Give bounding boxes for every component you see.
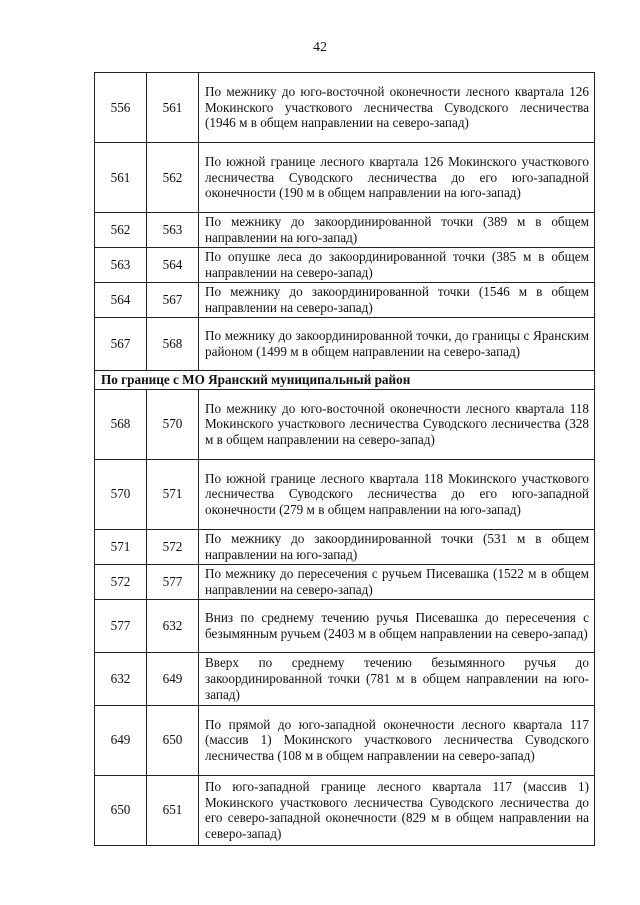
point-to: 571 bbox=[147, 459, 199, 529]
point-to: 567 bbox=[147, 283, 199, 318]
point-from: 571 bbox=[95, 529, 147, 564]
point-from: 556 bbox=[95, 73, 147, 143]
segment-description: По межнику до закоординированной точки (1546 м в общем направлении на северо-запад) bbox=[199, 283, 595, 318]
point-to: 561 bbox=[147, 73, 199, 143]
point-to: 570 bbox=[147, 389, 199, 459]
boundary-table bbox=[94, 72, 595, 846]
segment-description: По межнику до юго-восточной оконечности лесного квартала 126 Мокинского участкового лесничества Суводского лесничества (1946 м в общем направлении на северо-запад) bbox=[199, 73, 595, 143]
section-row bbox=[95, 371, 595, 390]
point-from: 561 bbox=[95, 143, 147, 213]
table-row bbox=[95, 459, 595, 529]
table-row bbox=[95, 529, 595, 564]
point-from: 577 bbox=[95, 599, 147, 652]
point-from: 563 bbox=[95, 248, 147, 283]
segment-description: По межнику до пересечения с ручьем Писевашка (1522 м в общем направлении на северо-запад) bbox=[199, 564, 595, 599]
table-row bbox=[95, 213, 595, 248]
point-to: 632 bbox=[147, 599, 199, 652]
point-from: 632 bbox=[95, 652, 147, 705]
table-row bbox=[95, 318, 595, 371]
segment-description: По межнику до юго-восточной оконечности лесного квартала 118 Мокинского участкового лесничества Суводского лесничества (328 м в общем направлении на северо-запад) bbox=[199, 389, 595, 459]
table-row bbox=[95, 705, 595, 775]
table-row bbox=[95, 248, 595, 283]
segment-description: По южной границе лесного квартала 126 Мокинского участкового лесничества Суводского лесничества до его юго-западной оконечности (190 м в общем направлении на юго-запад) bbox=[199, 143, 595, 213]
point-from: 570 bbox=[95, 459, 147, 529]
table-row bbox=[95, 564, 595, 599]
point-to: 562 bbox=[147, 143, 199, 213]
table-row bbox=[95, 73, 595, 143]
point-to: 563 bbox=[147, 213, 199, 248]
segment-description: По юго-западной границе лесного квартала 117 (массив 1) Мокинского участкового лесничества Суводского лесничества до его северо-западной оконечности (829 м в общем направлении на северо-запад) bbox=[199, 775, 595, 845]
segment-description: По опушке леса до закоординированной точки (385 м в общем направлении на северо-запад) bbox=[199, 248, 595, 283]
segment-description: Вверх по среднему течению безымянного ручья до закоординированной точки (781 м в общем направлении на юго-запад) bbox=[199, 652, 595, 705]
table-row bbox=[95, 283, 595, 318]
segment-description: По межнику до закоординированной точки (389 м в общем направлении на юго-запад) bbox=[199, 213, 595, 248]
segment-description: По межнику до закоординированной точки, до границы с Яранским районом (1499 м в общем направлении на северо-запад) bbox=[199, 318, 595, 371]
point-to: 649 bbox=[147, 652, 199, 705]
section-heading: По границе с МО Яранский муниципальный район bbox=[95, 371, 595, 390]
point-from: 567 bbox=[95, 318, 147, 371]
table-row bbox=[95, 143, 595, 213]
point-from: 650 bbox=[95, 775, 147, 845]
point-to: 572 bbox=[147, 529, 199, 564]
table-row bbox=[95, 389, 595, 459]
point-from: 564 bbox=[95, 283, 147, 318]
point-from: 649 bbox=[95, 705, 147, 775]
point-from: 572 bbox=[95, 564, 147, 599]
segment-description: По межнику до закоординированной точки (531 м в общем направлении на юго-запад) bbox=[199, 529, 595, 564]
point-to: 650 bbox=[147, 705, 199, 775]
point-from: 562 bbox=[95, 213, 147, 248]
page-number: 42 bbox=[313, 40, 327, 55]
segment-description: По прямой до юго-западной оконечности лесного квартала 117 (массив 1) Мокинского участкового лесничества Суводского лесничества (108 м в общем направлении на северо-запад) bbox=[199, 705, 595, 775]
segment-description: По южной границе лесного квартала 118 Мокинского участкового лесничества Суводского лесничества до его юго-западной оконечности (279 м в общем направлении на юго-запад) bbox=[199, 459, 595, 529]
point-to: 577 bbox=[147, 564, 199, 599]
segment-description: Вниз по среднему течению ручья Писевашка до пересечения с безымянным ручьем (2403 м в общем направлении на северо-запад) bbox=[199, 599, 595, 652]
table-row bbox=[95, 652, 595, 705]
point-to: 651 bbox=[147, 775, 199, 845]
point-from: 568 bbox=[95, 389, 147, 459]
point-to: 564 bbox=[147, 248, 199, 283]
table-row bbox=[95, 599, 595, 652]
point-to: 568 bbox=[147, 318, 199, 371]
table-row bbox=[95, 775, 595, 845]
